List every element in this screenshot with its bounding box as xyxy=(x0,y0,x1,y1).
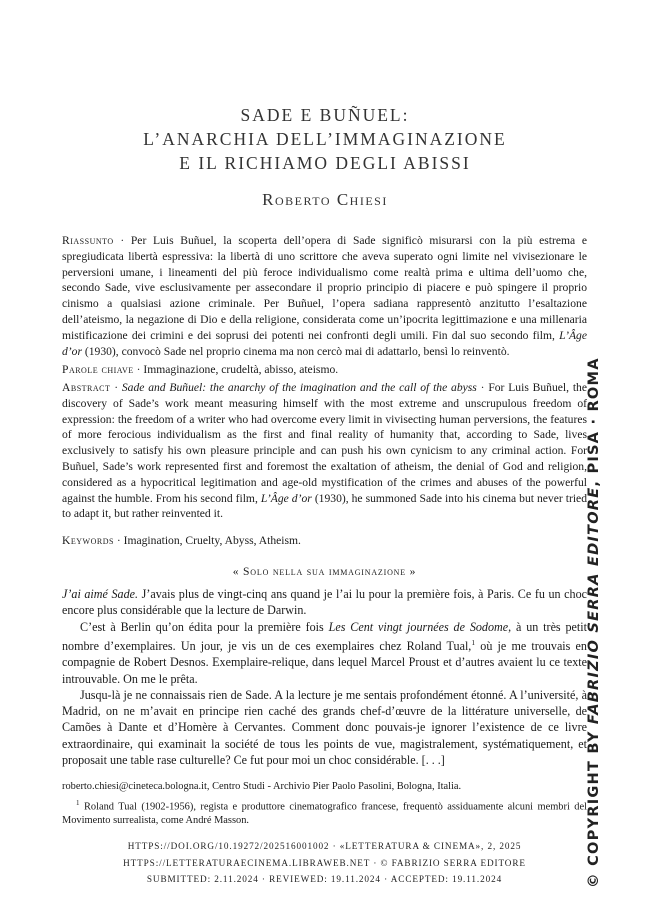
parole-chiave-text: Immaginazione, crudeltà, abisso, ateismo. xyxy=(143,363,339,376)
page-footer xyxy=(62,838,587,888)
riassunto-separator: · xyxy=(113,234,131,247)
main-p2-after: où je me trouvais en compagnie de Robert Desnos. Exemplaire-relique, dans lequel Marcel Proust et d’autres avaient lu ce texte introuvable. On me le prêta. xyxy=(62,638,587,686)
copyright-suffix: , PISA · ROMA xyxy=(585,357,602,487)
title-line-3: E IL RICHIAMO DEGLI ABISSI xyxy=(179,153,471,173)
section-heading: « Solo nella sua immaginazione » xyxy=(232,565,417,578)
footnote-text: Roland Tual (1902-1956), regista e produttore cinematografico francese, frequentò assiduamente alcuni membri del Movimento surrealista, come André Masson. xyxy=(62,801,587,827)
keywords-label: Keywords xyxy=(62,534,114,547)
parole-chiave-paragraph xyxy=(62,362,587,378)
author-contact: roberto.chiesi@cineteca.bologna.it, Centro Studi - Archivio Pier Paolo Pasolini, Bologna, Italia. xyxy=(62,781,462,792)
footnotes xyxy=(62,780,587,830)
footnote-1 xyxy=(62,796,587,828)
footer-website-line[interactable]: HTTPS://LETTERATURAECINEMA.LIBRAWEB.NET · © FABRIZIO SERRA EDITORE xyxy=(123,857,526,868)
footer-dates-line: SUBMITTED: 2.11.2024 · REVIEWED: 19.11.2024 · ACCEPTED: 19.11.2024 xyxy=(146,874,503,884)
article-title xyxy=(60,103,590,175)
riassunto-text-before: Per Luis Buñuel, la scoperta dell’opera di Sade significò misurarsi con la più estrema e spregiudicata libertà espressiva: la libertà di uno scrittore che aveva superato ogni limite nel vivisezionare le perversioni umane, i lineamenti del più feroce individualismo come realtà prima e ultima dell’uomo che, secondo Sade, vive esclusivamente per assecondare il proprio principio di piacere e può spingere il proprio cinismo a qualsiasi azione criminale. Per Buñuel, l’opera sadiana rappresentò anzitutto l’esaltazione dell’ateismo, la negazione di Dio e della religione, considerata come un’ipocrita legittimazione e una millenaria mistificazione dei crimini e dei soprusi dei potenti nei confronti degli umili. Fin dal suo secondo film, xyxy=(62,234,587,342)
main-paragraph-2 xyxy=(62,619,587,687)
abstract-text-after: (1930), he summoned Sade into his cinema but never tried to adapt it, but rather reinvented it. xyxy=(62,491,587,521)
article-author: Roberto Chiesi xyxy=(262,190,388,209)
main-paragraph-1 xyxy=(62,586,587,619)
riassunto-label: Riassunto xyxy=(62,234,114,247)
riassunto-paragraph xyxy=(62,233,587,359)
riassunto-text-after: (1930), convocò Sade nel proprio cinema ma non cercò mai di adattarlo, bensì lo reinventò. xyxy=(84,344,510,358)
keywords-separator: · xyxy=(113,534,124,547)
footnote-reference[interactable]: 1 xyxy=(471,637,476,647)
abstract-film-title: L’Âge d’or xyxy=(260,491,312,505)
keywords-paragraph xyxy=(62,533,587,549)
title-line-1: SADE E BUÑUEL: xyxy=(240,105,410,125)
main-p2-mid: , à un très petit nombre d’exemplaires. Un jour, je vis un de ces exemplaires chez Roland Tual, xyxy=(62,619,587,653)
abstract-separator: · xyxy=(110,381,122,394)
riassunto-film-title: L’Âge d’or xyxy=(62,328,587,358)
abstract-separator-2: · xyxy=(476,381,489,394)
main-p2-book-title: Les Cent vingt journées de Sodome xyxy=(328,619,509,634)
main-p1-text: J’avais plus de vingt-cinq ans quand je l’ai lu pour la première fois, à Paris. Ce fu un choc encore plus considérable que la lecture de Darwin. xyxy=(62,587,587,618)
abstract-label: Abstract xyxy=(62,381,111,394)
copyright-publisher: FABRIZIO SERRA EDITORE xyxy=(585,486,602,725)
parole-chiave-label: Parole chiave xyxy=(62,363,134,376)
abstract-text-before: For Luis Buñuel, the discovery of Sade’s work meant measuring himself with the most extreme and unscrupulous freedom of expression: the freedom of a writer who had overcome every limit in vivisecting human perversions, the features of more ferocious individualism as the first and final reality of humanity that, according to Sade, lives exclusively to satisfy his own pleasure principle and can push his own cynicism to any criminal action. For Buñuel, Sade’s work represented first and foremost the exaltation of atheism, the denial of God and religion, considered as a hypocritical legitimation and age-old mystification of the crimes and abuses of the powerful against the humble. From his second film, xyxy=(62,381,588,505)
copyright-prefix: © COPYRIGHT BY xyxy=(585,724,602,888)
main-text xyxy=(62,586,587,768)
keywords-text: Imagination, Cruelty, Abyss, Atheism. xyxy=(123,534,301,547)
main-paragraph-3: Jusqu-là je ne connaissais rien de Sade. A la lecture je me sentais profondément étonné. A l’université, à Madrid, on ne m’avait en principe rien caché des grands chef-d’œuvre de la littérature universelle, de Camões à Dante et d’Homère à Cervantes. Comment donc pouvais-je ignorer l’existence de ce livre extraordinaire, qui examinait la société de tous les points de vue, magistralement, systématiquement, et proposait une table rase culturelle? Ce fut pour moi un choc considérable. [. . .] xyxy=(62,687,587,767)
copyright-notice xyxy=(585,208,602,888)
title-line-2: L’ANARCHIA DELL’IMMAGINAZIONE xyxy=(143,129,507,149)
abstract-paragraph xyxy=(62,380,587,522)
abstract-italic-title: Sade and Buñuel: the anarchy of the imagination and the call of the abyss xyxy=(121,381,477,394)
main-p1-italic: J’ai aimé Sade. xyxy=(62,587,139,601)
footnote-number: 1 xyxy=(76,799,80,807)
main-p2-before: C’est à Berlin qu’on édita pour la première fois xyxy=(80,619,324,634)
parole-chiave-separator: · xyxy=(133,363,144,376)
footer-doi-line[interactable]: HTTPS://DOI.ORG/10.19272/202516001002 · «LETTERATURA & CINEMA», 2, 2025 xyxy=(127,841,522,851)
